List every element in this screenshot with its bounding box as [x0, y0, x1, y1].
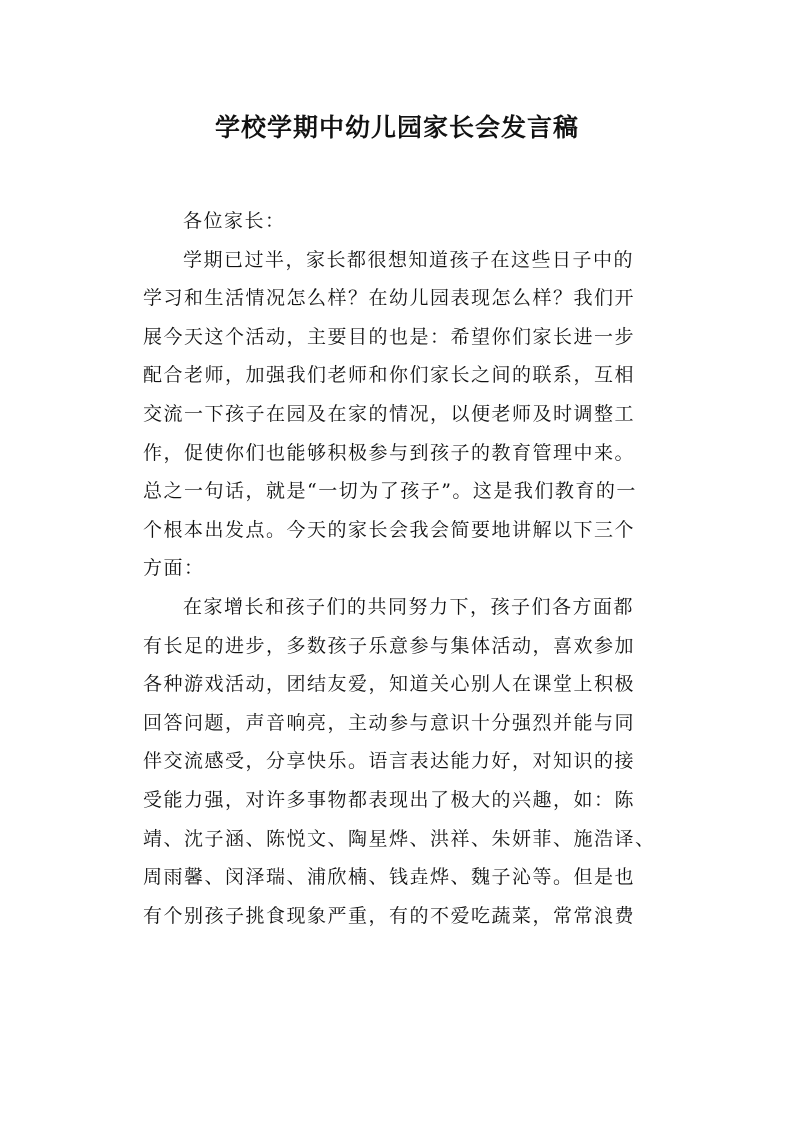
document-body	[143, 202, 663, 935]
paragraph-line: 在家增长和孩子们的共同努力下，孩子们各方面都	[183, 595, 635, 618]
paragraph-line: 回答问题，声音响亮，主动参与意识十分强烈并能与同	[143, 711, 636, 734]
paragraph-line: 配合老师，加强我们老师和你们家长之间的联系，互相	[143, 364, 636, 387]
paragraph-line: 个根本出发点。今天的家长会我会简要地讲解以下三个	[143, 518, 636, 541]
paragraph-line: 总之一句话，就是“一切为了孩子”。这是我们教育的一	[143, 480, 637, 503]
paragraph-line: 学期已过半，家长都很想知道孩子在这些日子中的	[183, 248, 635, 271]
paragraph-line: 靖、沈子涵、陈悦文、陶星烨、洪祥、朱妍菲、施浩译、	[143, 827, 656, 850]
paragraph-line: 作，促使你们也能够积极参与到孩子的教育管理中来。	[143, 441, 636, 464]
paragraph-line: 受能力强，对许多事物都表现出了极大的兴趣，如：陈	[143, 788, 636, 811]
paragraph-line: 方面：	[143, 557, 205, 580]
document-title: 学校学期中幼儿园家长会发言稿	[214, 113, 579, 142]
paragraph-line: 周雨馨、闵泽瑞、浦欣楠、钱垚烨、魏子沁等。但是也	[143, 866, 636, 889]
paragraph-line: 各种游戏活动，团结友爱，知道关心别人在课堂上积极	[143, 673, 636, 696]
paragraph-line: 展今天这个活动，主要目的也是：希望你们家长进一步	[143, 325, 636, 348]
paragraph-line: 学习和生活情况怎么样？在幼儿园表现怎么样？我们开	[143, 287, 636, 310]
paragraph-line: 有长足的进步，多数孩子乐意参与集体活动，喜欢参加	[143, 634, 636, 657]
paragraph-line: 有个别孩子挑食现象严重，有的不爱吃蔬菜，常常浪费	[143, 904, 636, 927]
paragraph-line: 交流一下孩子在园及在家的情况，以便老师及时调整工	[143, 402, 636, 425]
paragraph-line: 伴交流感受，分享快乐。语言表达能力好，对知识的接	[143, 750, 636, 773]
salutation-line: 各位家长：	[183, 210, 286, 232]
